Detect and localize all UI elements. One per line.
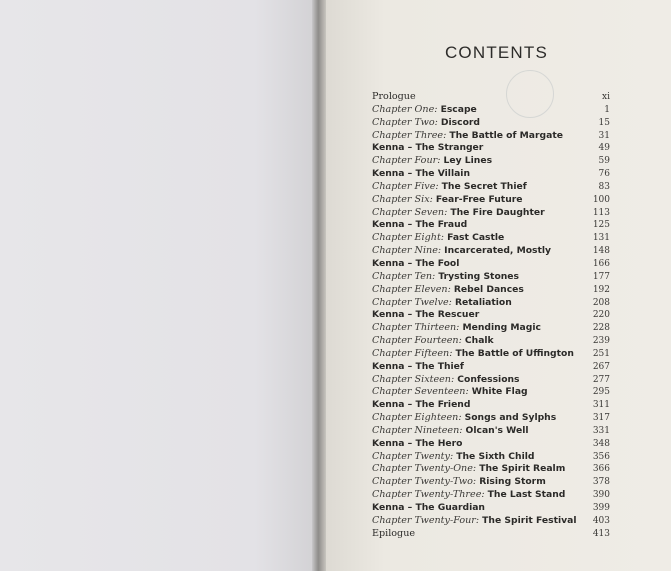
page-number: 131 — [592, 233, 610, 244]
book-gutter — [312, 0, 326, 571]
toc-entry-title — [372, 142, 483, 155]
toc-entry-title — [372, 438, 462, 451]
toc-entry — [372, 130, 610, 143]
chapter-number-label: Chapter Eleven: — [372, 283, 454, 295]
toc-entry — [372, 463, 610, 476]
chapter-name: Rebel Dances — [453, 283, 524, 295]
toc-entry — [372, 515, 610, 528]
toc-entry-title — [372, 348, 574, 361]
toc-entry — [372, 425, 610, 438]
page-number: 317 — [592, 413, 610, 424]
toc-entry-title — [372, 476, 546, 489]
chapter-name: White Flag — [471, 386, 528, 398]
page-number: 15 — [598, 117, 610, 128]
chapter-name: Kenna – The Thief — [372, 360, 464, 372]
toc-entry-title — [372, 130, 563, 143]
chapter-number-label: Chapter Four: — [372, 155, 444, 167]
chapter-name: Retaliation — [454, 296, 512, 308]
chapter-number-label: Chapter Six: — [372, 193, 436, 205]
toc-entry — [372, 386, 610, 399]
toc-entry — [372, 284, 610, 297]
chapter-name: Kenna – The Hero — [372, 437, 463, 449]
chapter-name: Kenna – The Rescuer — [372, 309, 480, 321]
page-number: 166 — [592, 258, 610, 269]
toc-entry-title — [372, 297, 512, 310]
left-blank-page — [0, 0, 318, 571]
page-number: 295 — [592, 387, 610, 398]
chapter-name: Ley Lines — [443, 155, 493, 167]
toc-entry-title — [372, 245, 551, 258]
toc-entry — [372, 207, 610, 220]
page-number: 76 — [598, 169, 610, 180]
chapter-number-label: Chapter Twenty-Four: — [372, 514, 483, 526]
toc-entry — [372, 348, 610, 361]
toc-entry — [372, 489, 610, 502]
chapter-number-label: Chapter Eight: — [372, 232, 448, 244]
toc-entry-title — [372, 463, 565, 476]
toc-entry — [372, 451, 610, 464]
toc-entry-title — [372, 91, 416, 104]
page-number: 399 — [592, 503, 610, 513]
page-number: 148 — [592, 246, 610, 257]
toc-entry — [372, 168, 610, 181]
toc-entry — [372, 374, 610, 387]
toc-entry-title — [372, 155, 492, 168]
chapter-name: The Secret Thief — [441, 180, 527, 192]
chapter-name: Songs and Sylphs — [464, 412, 557, 424]
toc-entry — [372, 219, 610, 232]
page-number: 228 — [592, 323, 610, 334]
toc-entry-title — [372, 502, 485, 515]
page-number: 356 — [592, 451, 610, 462]
toc-entry — [372, 322, 610, 335]
page-number: 366 — [592, 464, 610, 475]
page-number: 113 — [592, 207, 610, 218]
page-number: 251 — [592, 348, 610, 359]
toc-entry-title — [372, 515, 577, 528]
chapter-number-label: Chapter Two: — [372, 116, 441, 128]
chapter-name: The Spirit Festival — [482, 514, 577, 526]
toc-entry-title — [372, 284, 524, 297]
toc-entry-title — [372, 104, 477, 117]
page-number: 192 — [592, 284, 610, 295]
toc-entry — [372, 142, 610, 155]
toc-entry — [372, 528, 610, 541]
chapter-name: Kenna – The Fraud — [372, 219, 468, 231]
toc-entry — [372, 502, 610, 515]
chapter-name: Prologue — [372, 91, 416, 102]
toc-entry-title — [372, 309, 479, 322]
toc-entry-title — [372, 322, 541, 335]
page-number: 31 — [598, 130, 610, 141]
chapter-name: Kenna – The Guardian — [372, 502, 485, 513]
chapter-number-label: Chapter Eighteen: — [372, 412, 465, 424]
toc-entry — [372, 155, 610, 168]
chapter-name: Fear-Free Future — [435, 193, 523, 205]
toc-entry-title — [372, 219, 467, 232]
toc-entry-title — [372, 258, 459, 271]
toc-entry — [372, 361, 610, 374]
chapter-name: Kenna – The Stranger — [372, 142, 484, 154]
page-number: 378 — [592, 477, 610, 488]
chapter-name: The Battle of Uffington — [455, 347, 574, 359]
chapter-name: The Fire Daughter — [450, 206, 545, 218]
toc-entry — [372, 438, 610, 451]
chapter-number-label: Chapter Five: — [372, 180, 442, 192]
page-number: 1 — [604, 104, 610, 115]
toc-entry — [372, 335, 610, 348]
page-number: xi — [602, 92, 610, 102]
toc-entry-title — [372, 168, 470, 181]
page-number: 100 — [592, 194, 610, 205]
chapter-name: Confessions — [457, 373, 520, 385]
chapter-number-label: Chapter Nine: — [372, 245, 445, 257]
toc-entry — [372, 104, 610, 117]
chapter-name: Discord — [440, 116, 481, 128]
page-number: 311 — [592, 400, 610, 411]
chapter-number-label: Chapter Twenty-Two: — [372, 476, 480, 488]
page-number: 83 — [598, 181, 610, 192]
page-number: 125 — [592, 220, 610, 231]
toc-entry — [372, 245, 610, 258]
chapter-number-label: Chapter Twenty-Three: — [372, 489, 488, 501]
toc-entry — [372, 117, 610, 130]
page-number: 59 — [598, 156, 610, 167]
toc-entry-title — [372, 117, 480, 130]
toc-entry-title — [372, 335, 494, 348]
chapter-name: The Sixth Child — [456, 450, 535, 462]
page-number: 177 — [592, 271, 610, 282]
chapter-number-label: Chapter Nineteen: — [372, 424, 466, 436]
page-number: 49 — [598, 143, 610, 154]
chapter-name: Olcan's Well — [465, 424, 529, 436]
toc-entry — [372, 258, 610, 271]
chapter-name: Kenna – The Friend — [372, 399, 471, 411]
toc-entry — [372, 412, 610, 425]
chapter-name: Trysting Stones — [438, 270, 520, 282]
toc-entry-title — [372, 271, 519, 284]
page-number: 208 — [592, 297, 610, 308]
chapter-number-label: Chapter Ten: — [372, 270, 439, 282]
chapter-number-label: Chapter Seven: — [372, 206, 451, 218]
page-number: 348 — [592, 438, 610, 449]
toc-entry-title — [372, 528, 415, 541]
toc-entry-title — [372, 181, 527, 194]
toc-entry-title — [372, 386, 528, 399]
chapter-name: Kenna – The Villain — [372, 168, 470, 180]
page-number: 403 — [592, 515, 610, 526]
chapter-name: The Spirit Realm — [479, 463, 566, 475]
chapter-name: Kenna – The Fool — [372, 257, 460, 269]
chapter-name: Chalk — [464, 335, 494, 347]
toc-entry-title — [372, 425, 529, 438]
chapter-number-label: Chapter Three: — [372, 129, 450, 141]
toc-entry-title — [372, 412, 556, 425]
toc-entry — [372, 309, 610, 322]
chapter-name: Incarcerated, Mostly — [444, 245, 552, 257]
toc-entry-title — [372, 194, 523, 207]
page-number: 267 — [592, 361, 610, 372]
toc-entry-title — [372, 232, 504, 245]
toc-entry-title — [372, 207, 545, 220]
toc-entry — [372, 399, 610, 412]
page-number: 220 — [592, 310, 610, 321]
chapter-number-label: Chapter One: — [372, 103, 441, 115]
toc-entry-title — [372, 489, 565, 502]
page-number: 331 — [592, 425, 610, 436]
toc-entry — [372, 476, 610, 489]
toc-entry — [372, 91, 610, 104]
page-number: 239 — [592, 336, 610, 347]
toc-entry — [372, 297, 610, 310]
chapter-number-label: Chapter Thirteen: — [372, 322, 463, 334]
chapter-number-label: Chapter Fifteen: — [372, 347, 456, 359]
toc-entry — [372, 232, 610, 245]
chapter-number-label: Chapter Twenty: — [372, 450, 457, 462]
toc-entry-title — [372, 399, 470, 412]
chapter-name: Epilogue — [372, 527, 416, 539]
chapter-number-label: Chapter Sixteen: — [372, 373, 458, 385]
chapter-name: Fast Castle — [447, 232, 505, 244]
chapter-name: The Battle of Margate — [449, 129, 563, 141]
chapter-number-label: Chapter Twelve: — [372, 296, 455, 308]
chapter-name: Rising Storm — [479, 476, 546, 488]
page-number: 413 — [592, 528, 610, 539]
toc-entry-title — [372, 374, 520, 387]
chapter-name: The Last Stand — [487, 489, 566, 501]
chapter-number-label: Chapter Twenty-One: — [372, 463, 480, 475]
chapter-number-label: Chapter Fourteen: — [372, 335, 465, 347]
toc-entry — [372, 271, 610, 284]
toc-entry — [372, 194, 610, 207]
page-number: 277 — [592, 374, 610, 385]
contents-heading: CONTENTS — [444, 43, 549, 62]
page-number: 390 — [592, 490, 610, 501]
chapter-name: Escape — [440, 103, 477, 115]
toc-entry-title — [372, 361, 464, 374]
table-of-contents — [372, 91, 610, 541]
toc-entry — [372, 181, 610, 194]
chapter-name: Mending Magic — [462, 322, 541, 334]
toc-entry-title — [372, 451, 534, 464]
chapter-number-label: Chapter Seventeen: — [372, 386, 472, 398]
